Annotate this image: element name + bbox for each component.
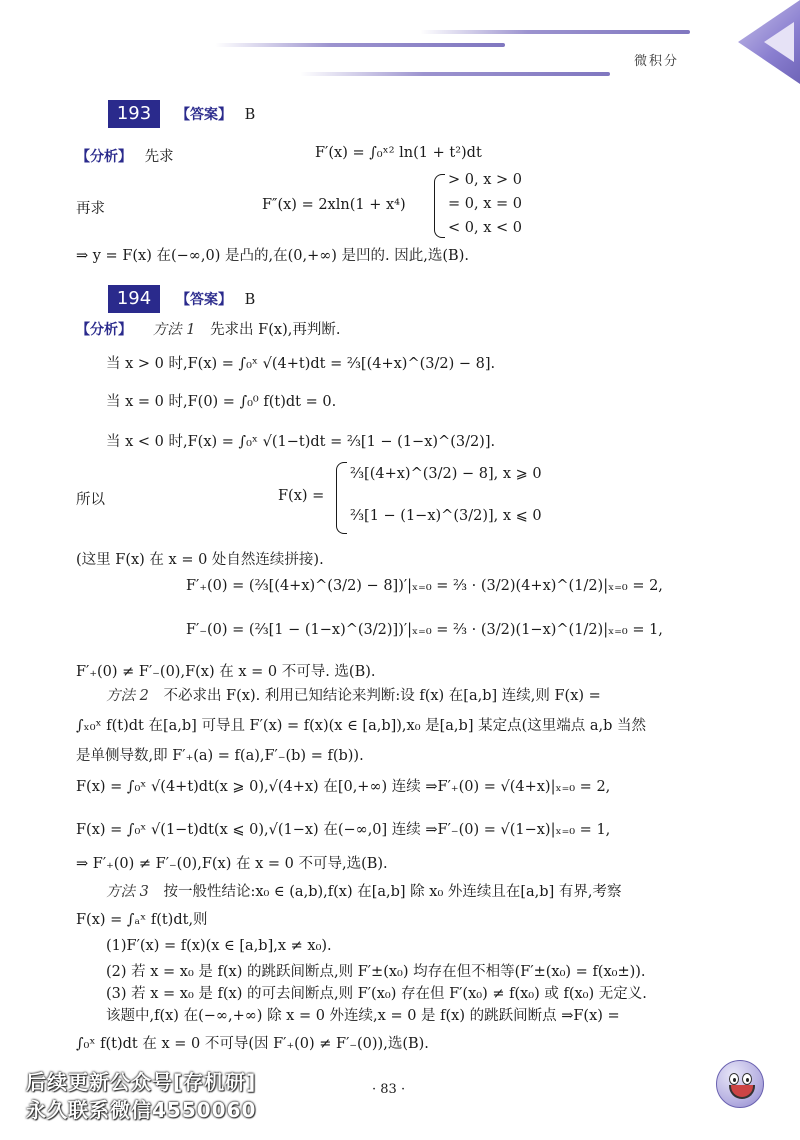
method2-line2: ∫ₓ₀ˣ f(t)dt 在[a,b] 可导且 F′(x) = f(x)(x ∈ [a,b]),x₀ 是[a,b] 某定点(这里端点 a,b 当然: [76, 718, 647, 734]
method3-line6: 该题中,f(x) 在(−∞,+∞) 除 x = 0 外连续,x = 0 是 f(x) 的跳跃间断点 ⇒F(x) =: [106, 1008, 620, 1024]
conclusion-method1: F′₊(0) ≠ F′₋(0),F(x) 在 x = 0 不可导. 选(B).: [76, 664, 376, 680]
fx-label: F(x) =: [278, 488, 325, 504]
method-text: 先求出 F(x),再判断.: [210, 322, 341, 338]
case-row-1: > 0, x > 0: [448, 172, 522, 188]
method2-line4: F(x) = ∫₀ˣ √(4+t)dt(x ⩾ 0),√(4+x) 在[0,+∞) 连续 ⇒F′₊(0) = √(4+x)|ₓ₌₀ = 2,: [76, 779, 611, 795]
fx-case-2: ⅔[1 − (1−x)^(3/2)], x ⩽ 0: [350, 508, 542, 524]
fx-cases-brace: [336, 462, 347, 534]
case-row-2: = 0, x = 0: [448, 196, 522, 212]
answer-tag: 【答案】: [176, 107, 232, 123]
fx-case-1: ⅔[(4+x)^(3/2) − 8], x ⩾ 0: [350, 466, 542, 482]
page-number: · 83 ·: [372, 1082, 406, 1097]
m1-case-zero: 当 x = 0 时,F(0) = ∫₀⁰ f(t)dt = 0.: [106, 394, 337, 410]
analysis-tag-193: [76, 145, 174, 166]
method3-line3: (1)F′(x) = f(x)(x ∈ [a,b],x ≠ x₀).: [106, 938, 332, 954]
method3-line5: (3) 若 x = x₀ 是 f(x) 的可去间断点,则 F′(x₀) 存在但 F′(x₀) ≠ f(x₀) 或 f(x₀) 无定义.: [106, 986, 647, 1002]
answer-value: B: [244, 107, 256, 123]
text-prefix: 先求: [144, 149, 174, 165]
left-derivative: F′₋(0) = (⅔[1 − (1−x)^(3/2)])′|ₓ₌₀ = ⅔ · (3/2)(1−x)^(1/2)|ₓ₌₀ = 1,: [186, 622, 663, 638]
method3-line1: [106, 880, 621, 901]
watermark-line-1: 后续更新公众号[存机研]: [26, 1070, 257, 1094]
answer-tag: 【答案】: [176, 292, 232, 308]
continuity-note: (这里 F(x) 在 x = 0 处自然连续拼接).: [76, 552, 324, 568]
method1-intro: [76, 318, 340, 339]
smiley-face-icon: [716, 1060, 764, 1108]
answer-line-193: [176, 104, 255, 124]
question-number-194: 194: [108, 285, 160, 313]
cases-brace: [434, 174, 445, 238]
analysis-tag: 【分析】: [76, 322, 132, 338]
watermark-line-2: 永久联系微信4550060: [26, 1098, 257, 1122]
answer-line-194: [176, 289, 255, 309]
analysis-tag: 【分析】: [76, 149, 132, 165]
method-text: 按一般性结论:x₀ ∈ (a,b),f(x) 在[a,b] 除 x₀ 外连续且在[a,b] 有界,考察: [163, 884, 622, 900]
so-label: 所以: [76, 492, 105, 508]
corner-arrow-icon: [738, 0, 800, 84]
case-row-3: < 0, x < 0: [448, 220, 522, 236]
header-rule-3: [300, 72, 610, 76]
header-rule-1: [420, 30, 690, 34]
section-title: 微积分: [634, 54, 680, 69]
method2-line5: F(x) = ∫₀ˣ √(1−t)dt(x ⩽ 0),√(1−x) 在(−∞,0] 连续 ⇒F′₋(0) = √(1−x)|ₓ₌₀ = 1,: [76, 822, 611, 838]
method-text: 不必求出 F(x). 利用已知结论来判断:设 f(x) 在[a,b] 连续,则 F(x) =: [163, 688, 601, 704]
formula-F-double-prime: F″(x) = 2xln(1 + x⁴): [262, 197, 406, 213]
method2-conclusion: ⇒ F′₊(0) ≠ F′₋(0),F(x) 在 x = 0 不可导,选(B).: [76, 856, 388, 872]
right-derivative: F′₊(0) = (⅔[(4+x)^(3/2) − 8])′|ₓ₌₀ = ⅔ · (3/2)(4+x)^(1/2)|ₓ₌₀ = 2,: [186, 578, 663, 594]
method-label: 方法 3: [106, 884, 149, 900]
method3-line2: F(x) = ∫ₐˣ f(t)dt,则: [76, 912, 208, 928]
method-label: 方法 1: [152, 322, 196, 338]
formula-F-prime: F′(x) = ∫₀ˣ² ln(1 + t²)dt: [315, 145, 482, 161]
method3-line7: ∫₀ˣ f(t)dt 在 x = 0 不可导(因 F′₊(0) ≠ F′₋(0)),选(B).: [76, 1036, 429, 1052]
method2-line3: 是单侧导数,即 F′₊(a) = f(a),F′₋(b) = f(b)).: [76, 748, 364, 764]
answer-value: B: [244, 292, 256, 308]
m1-case-positive: 当 x > 0 时,F(x) = ∫₀ˣ √(4+t)dt = ⅔[(4+x)^(3/2) − 8].: [106, 356, 496, 372]
conclusion-193: ⇒ y = F(x) 在(−∞,0) 是凸的,在(0,+∞) 是凹的. 因此,选(B).: [76, 248, 469, 264]
header-rule-2: [215, 43, 505, 47]
question-number-193: 193: [108, 100, 160, 128]
method2-line1: [106, 684, 601, 705]
text-prefix-2: 再求: [76, 201, 105, 217]
method-label: 方法 2: [106, 688, 149, 704]
method3-line4: (2) 若 x = x₀ 是 f(x) 的跳跃间断点,则 F′±(x₀) 均存在但不相等(F′±(x₀) = f(x₀±)).: [106, 964, 646, 980]
m1-case-negative: 当 x < 0 时,F(x) = ∫₀ˣ √(1−t)dt = ⅔[1 − (1−x)^(3/2)].: [106, 434, 496, 450]
